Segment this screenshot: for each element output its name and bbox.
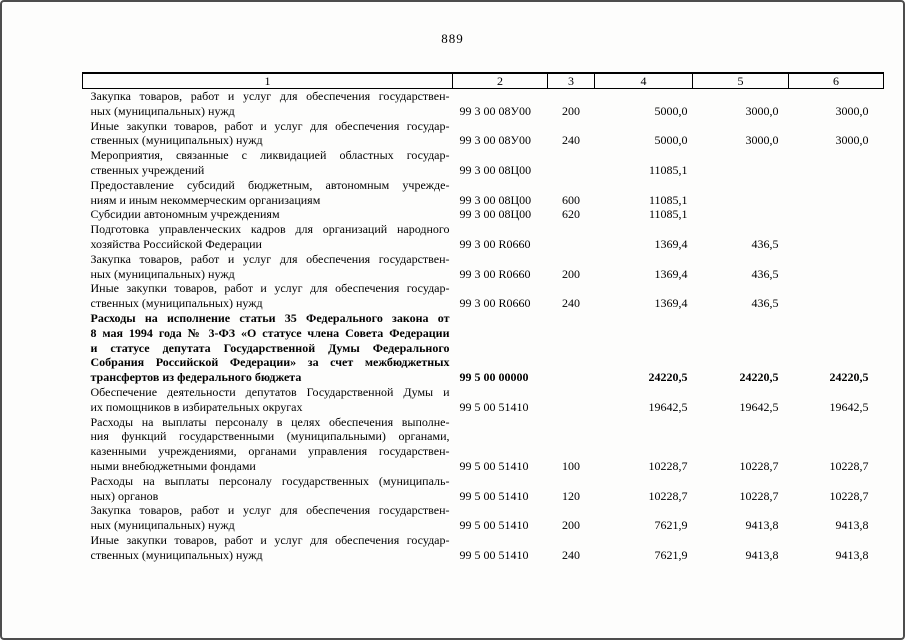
row-name-line: Подготовка управленческих кадров для организаций народного bbox=[90, 222, 450, 237]
row-expense-type-code: 240 bbox=[562, 133, 580, 148]
row-amount-col6: 9413,8 bbox=[835, 518, 869, 533]
row-name bbox=[83, 533, 453, 563]
row-amount-col4: 10228,7 bbox=[648, 488, 688, 503]
row-expense-type-code bbox=[548, 148, 595, 178]
row-code: 99 3 00 08Ц00 bbox=[459, 192, 532, 207]
row-amount-col6 bbox=[789, 222, 884, 252]
table-row bbox=[83, 474, 884, 504]
row-name-line: ственных (муниципальных) нужд bbox=[90, 296, 263, 311]
row-amount-col6: 9413,8 bbox=[835, 547, 869, 562]
table-row bbox=[83, 89, 884, 119]
row-expense-type-code: 620 bbox=[562, 207, 580, 222]
row-name-line: 8 мая 1994 года № 3-ФЗ «О статусе члена Совета Федерации bbox=[90, 325, 450, 340]
row-code: 99 5 00 00000 bbox=[459, 370, 529, 385]
table-row bbox=[83, 178, 884, 208]
row-name-line: Закупка товаров, работ и услуг для обеспечения государствен- bbox=[90, 503, 450, 518]
row-amount-col4: 24220,5 bbox=[648, 370, 688, 385]
row-amount-col5: 10228,7 bbox=[739, 458, 779, 473]
row-name-line: Иные закупки товаров, работ и услуг для обеспечения государ- bbox=[90, 281, 450, 296]
column-header-6: 6 bbox=[789, 73, 884, 89]
row-name bbox=[83, 178, 453, 208]
row-expense-type-code: 600 bbox=[562, 192, 580, 207]
row-name bbox=[83, 474, 453, 504]
table-row bbox=[83, 385, 884, 415]
row-name bbox=[83, 148, 453, 178]
row-name-line: Иные закупки товаров, работ и услуг для обеспечения государ- bbox=[90, 118, 450, 133]
table-header-row bbox=[83, 73, 884, 89]
row-name-line: Расходы на исполнение статьи 35 Федерального закона от bbox=[90, 310, 450, 325]
row-name-line: Собрания Российской Федерации» за счет межбюджетных bbox=[90, 355, 450, 370]
row-name-line: ственных (муниципальных) нужд bbox=[90, 133, 263, 148]
row-name bbox=[83, 415, 453, 474]
table-row bbox=[83, 252, 884, 282]
row-amount-col5: 3000,0 bbox=[745, 103, 779, 118]
row-amount-col6 bbox=[789, 148, 884, 178]
row-name-line: ных) органов bbox=[90, 488, 159, 503]
row-amount-col6: 24220,5 bbox=[829, 370, 869, 385]
row-amount-col5: 436,5 bbox=[751, 266, 779, 281]
column-header-1: 1 bbox=[83, 73, 453, 89]
table-row bbox=[83, 207, 884, 222]
row-code: 99 3 00 08Ц00 bbox=[459, 162, 532, 177]
row-name-line: Обеспечение деятельности депутатов Государственной Думы и bbox=[90, 384, 450, 399]
table-row bbox=[83, 311, 884, 385]
row-name-line: ния функций государственными (муниципальными) органами, bbox=[90, 429, 450, 444]
row-amount-col5: 9413,8 bbox=[745, 547, 779, 562]
row-code: 99 3 00 08У00 bbox=[459, 133, 531, 148]
table-row bbox=[83, 222, 884, 252]
row-amount-col5: 19642,5 bbox=[739, 399, 779, 414]
row-name bbox=[83, 222, 453, 252]
row-code: 99 3 00 08Ц00 bbox=[459, 207, 532, 222]
row-name-line: и статусе депутата Государственной Думы Федерального bbox=[90, 340, 450, 355]
row-name bbox=[83, 119, 453, 149]
row-amount-col4: 1369,4 bbox=[654, 236, 688, 251]
row-amount-col5: 24220,5 bbox=[739, 370, 779, 385]
row-name bbox=[83, 89, 453, 119]
row-name-line: Расходы на выплаты персоналу в целях обеспечения выполне- bbox=[90, 414, 450, 429]
row-name-line: Мероприятия, связанные с ликвидацией областных государ- bbox=[90, 148, 450, 163]
column-header-4: 4 bbox=[595, 73, 693, 89]
row-name bbox=[83, 311, 453, 385]
table-row bbox=[83, 503, 884, 533]
row-amount-col5: 10228,7 bbox=[739, 488, 779, 503]
row-name-line: Расходы на выплаты персоналу государственных (муниципаль- bbox=[90, 473, 450, 488]
row-amount-col4: 5000,0 bbox=[654, 133, 688, 148]
table-row bbox=[83, 415, 884, 474]
row-amount-col4: 19642,5 bbox=[648, 399, 688, 414]
row-amount-col4: 1369,4 bbox=[654, 296, 688, 311]
table-row bbox=[83, 281, 884, 311]
row-expense-type-code: 100 bbox=[562, 458, 580, 473]
row-expense-type-code: 120 bbox=[562, 488, 580, 503]
row-amount-col6 bbox=[789, 178, 884, 208]
row-name bbox=[83, 207, 453, 222]
row-code: 99 5 00 51410 bbox=[459, 458, 529, 473]
row-code: 99 3 00 R0660 bbox=[459, 266, 531, 281]
row-amount-col4: 11085,1 bbox=[648, 207, 688, 222]
row-code: 99 3 00 R0660 bbox=[459, 296, 531, 311]
row-amount-col6 bbox=[789, 281, 884, 311]
row-amount-col5: 436,5 bbox=[751, 236, 779, 251]
row-name-line: хозяйства Российской Федерации bbox=[90, 236, 262, 251]
row-amount-col6: 3000,0 bbox=[835, 133, 869, 148]
page-number: 889 bbox=[441, 31, 464, 46]
row-amount-col6 bbox=[789, 252, 884, 282]
row-expense-type-code bbox=[548, 222, 595, 252]
row-amount-col6: 10228,7 bbox=[829, 488, 869, 503]
row-name-line: Иные закупки товаров, работ и услуг для обеспечения государ- bbox=[90, 532, 450, 547]
row-expense-type-code: 200 bbox=[562, 518, 580, 533]
row-amount-col5 bbox=[693, 148, 789, 178]
row-name-line: ными внебюджетными фондами bbox=[90, 458, 256, 473]
row-code: 99 3 00 R0660 bbox=[459, 236, 531, 251]
row-name-line: казенными учреждениями, органами управления государствен- bbox=[90, 444, 450, 459]
row-amount-col6: 3000,0 bbox=[835, 103, 869, 118]
row-amount-col4: 11085,1 bbox=[648, 162, 688, 177]
row-amount-col5: 436,5 bbox=[751, 296, 779, 311]
row-expense-type-code bbox=[548, 311, 595, 385]
row-name bbox=[83, 503, 453, 533]
row-amount-col6: 10228,7 bbox=[829, 458, 869, 473]
row-amount-col6: 19642,5 bbox=[829, 399, 869, 414]
row-name-line: ных (муниципальных) нужд bbox=[90, 266, 235, 281]
row-code: 99 3 00 08У00 bbox=[459, 103, 531, 118]
row-amount-col4: 10228,7 bbox=[648, 458, 688, 473]
row-amount-col5 bbox=[693, 207, 789, 222]
table-header bbox=[83, 73, 884, 89]
row-amount-col4: 7621,9 bbox=[654, 547, 688, 562]
row-expense-type-code bbox=[548, 385, 595, 415]
column-header-3: 3 bbox=[548, 73, 595, 89]
row-code: 99 5 00 51410 bbox=[459, 518, 529, 533]
row-name-line: Закупка товаров, работ и услуг для обеспечения государствен- bbox=[90, 251, 450, 266]
row-amount-col5: 3000,0 bbox=[745, 133, 779, 148]
row-code: 99 5 00 51410 bbox=[459, 399, 529, 414]
row-expense-type-code: 200 bbox=[562, 266, 580, 281]
table-row bbox=[83, 533, 884, 563]
row-code: 99 5 00 51410 bbox=[459, 488, 529, 503]
row-name-line: ных (муниципальных) нужд bbox=[90, 103, 235, 118]
row-expense-type-code: 240 bbox=[562, 547, 580, 562]
row-amount-col4: 5000,0 bbox=[654, 103, 688, 118]
column-header-2: 2 bbox=[453, 73, 548, 89]
row-amount-col4: 11085,1 bbox=[648, 192, 688, 207]
row-amount-col5 bbox=[693, 178, 789, 208]
row-amount-col4: 7621,9 bbox=[654, 518, 688, 533]
row-expense-type-code: 200 bbox=[562, 103, 580, 118]
table-body bbox=[83, 89, 884, 563]
row-name-line: их помощников в избирательных округах bbox=[90, 399, 303, 414]
row-name-line: ственных (муниципальных) нужд bbox=[90, 547, 263, 562]
row-name bbox=[83, 252, 453, 282]
table-row bbox=[83, 119, 884, 149]
row-amount-col6 bbox=[789, 207, 884, 222]
row-name-line: Закупка товаров, работ и услуг для обеспечения государствен- bbox=[90, 89, 450, 103]
row-name-line: трансфертов из федерального бюджета bbox=[90, 370, 302, 385]
row-name-line: ственных учреждений bbox=[90, 162, 205, 177]
row-code: 99 5 00 51410 bbox=[459, 547, 529, 562]
row-name-line: Предоставление субсидий бюджетным, автономным учрежде- bbox=[90, 177, 450, 192]
row-name-line: ниям и иным некоммерческим организациям bbox=[90, 192, 321, 207]
row-amount-col5: 9413,8 bbox=[745, 518, 779, 533]
row-expense-type-code: 240 bbox=[562, 296, 580, 311]
row-name-line: ных (муниципальных) нужд bbox=[90, 518, 235, 533]
row-name-line: Субсидии автономным учреждениям bbox=[90, 207, 280, 222]
row-amount-col4: 1369,4 bbox=[654, 266, 688, 281]
table-row bbox=[83, 148, 884, 178]
column-header-5: 5 bbox=[693, 73, 789, 89]
row-name bbox=[83, 281, 453, 311]
row-name bbox=[83, 385, 453, 415]
budget-table bbox=[82, 72, 884, 563]
